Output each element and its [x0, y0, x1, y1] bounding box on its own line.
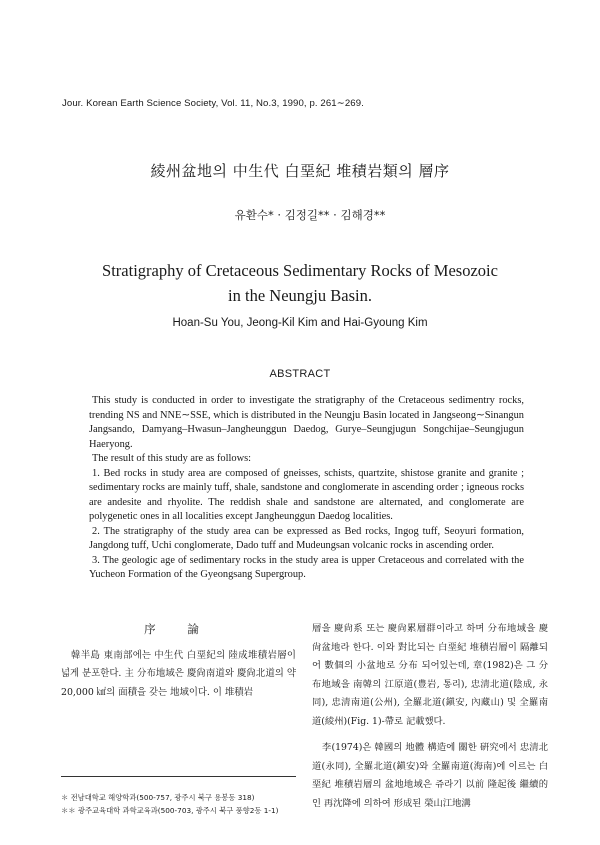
abstract-body: [89, 394, 524, 583]
footnote-2: ＊＊ 광주교육대학 과학교육과(500-703, 광주시 북구 풍향2동 1-1): [61, 806, 279, 815]
english-title: [0, 258, 600, 308]
footnote-1: ＊ 전남대학교 해양학과(500-757, 광주시 북구 용봉동 318): [61, 793, 255, 802]
english-title-line-2: in the Neungju Basin.: [228, 286, 372, 305]
intro-right-paragraph-1: 層을 慶尙系 또는 慶尙累層群이라고 하며 分布地域을 慶尙盆地라 한다. 이와 對比되는 白堊紀 堆積岩層이 隔離되어 數個의 小盆地로 分布 되어있는데, 章(1982)은 그 分布地域을 南韓의 江原道(豊岩, 통리), 忠淸北道(陰成, 永同), 忠淸南道(公州), 全羅北道(鎭安, 內藏山) 및 全羅南道(綾州)(Fig. 1)-帶로 記載했다.: [312, 623, 548, 727]
intro-left-paragraph: 韓半島 東南部에는 中生代 白堊紀의 陸成堆積岩層이 넓게 분포한다. 主 分布地域은 慶尙南道와 慶尙北道의 약 20,000 ㎢의 面積을 갖는 地域이다. 이 堆積岩: [61, 649, 296, 698]
abstract-heading: ABSTRACT: [269, 368, 331, 380]
english-title-line-1: Stratigraphy of Cretaceous Sedimentary Rocks of Mesozoic: [102, 261, 498, 280]
section-heading-introduction: 序 論: [144, 622, 213, 636]
intro-right-paragraph-2: 李(1974)은 韓國의 地體 構造에 關한 硏究에서 忠淸北道(永同), 全羅北道(鎭安)와 全羅南道(海南)에 이르는 白堊紀 堆積岩層의 盆地地域은 쥬라기 以前 隆起後 繼續的인 再沈降에 의하여 形成된 榮山江地溝: [312, 742, 548, 809]
korean-authors: 유환수* · 김정길** · 김해경**: [234, 208, 386, 222]
abstract-paragraph-3: 1. Bed rocks in study area are composed of gneisses, schists, quartzite, shistose granite and granite ; sedimentary rocks are mainly tuff, shale, sandstone and conglomerate in ascending order ; igneous rocks are andesite and rhyolite. The reddish shale and sandstone are alternated, and conglomerate are polygenetic ones in all localities except Jangheunggun Daedog localities.: [89, 467, 524, 522]
english-authors: Hoan-Su You, Jeong-Kil Kim and Hai-Gyoung Kim: [172, 317, 428, 329]
left-column: [61, 620, 296, 702]
korean-title: 綾州盆地의 中生代 白堊紀 堆積岩類의 層序: [150, 162, 450, 180]
right-column: [312, 620, 548, 813]
abstract-paragraph-1: This study is conducted in order to investigate the stratigraphy of the Cretaceous sedimentry rocks, trending NS and NNE∼SSE, which is distributed in the Neungju Basin located in Jangseong∼Sinangun Jangsando, Damyang–Hwasun–Jangheunggun Daedog, Gurye–Seungjugun Songchijae–Seungjugun Haeryong.: [89, 395, 524, 450]
affiliation-footnotes: [61, 776, 296, 817]
abstract-paragraph-2: The result of this study are as follows:: [92, 453, 252, 464]
abstract-paragraph-5: 3. The geologic age of sedimentary rocks in the study area is upper Cretaceous and correlated with the Yucheon Formation of the Gyeongsang Supergroup.: [89, 554, 524, 580]
journal-citation: Jour. Korean Earth Science Society, Vol. 11, No.3, 1990, p. 261∼269.: [62, 98, 364, 109]
abstract-paragraph-4: 2. The stratigraphy of the study area can be expressed as Bed rocks, Ingog tuff, Seoyuri formation, Jangdong tuff, Uchi conglomerate, Dado tuff and Mudeungsan volcanic rocks in ascending order.: [89, 525, 524, 551]
